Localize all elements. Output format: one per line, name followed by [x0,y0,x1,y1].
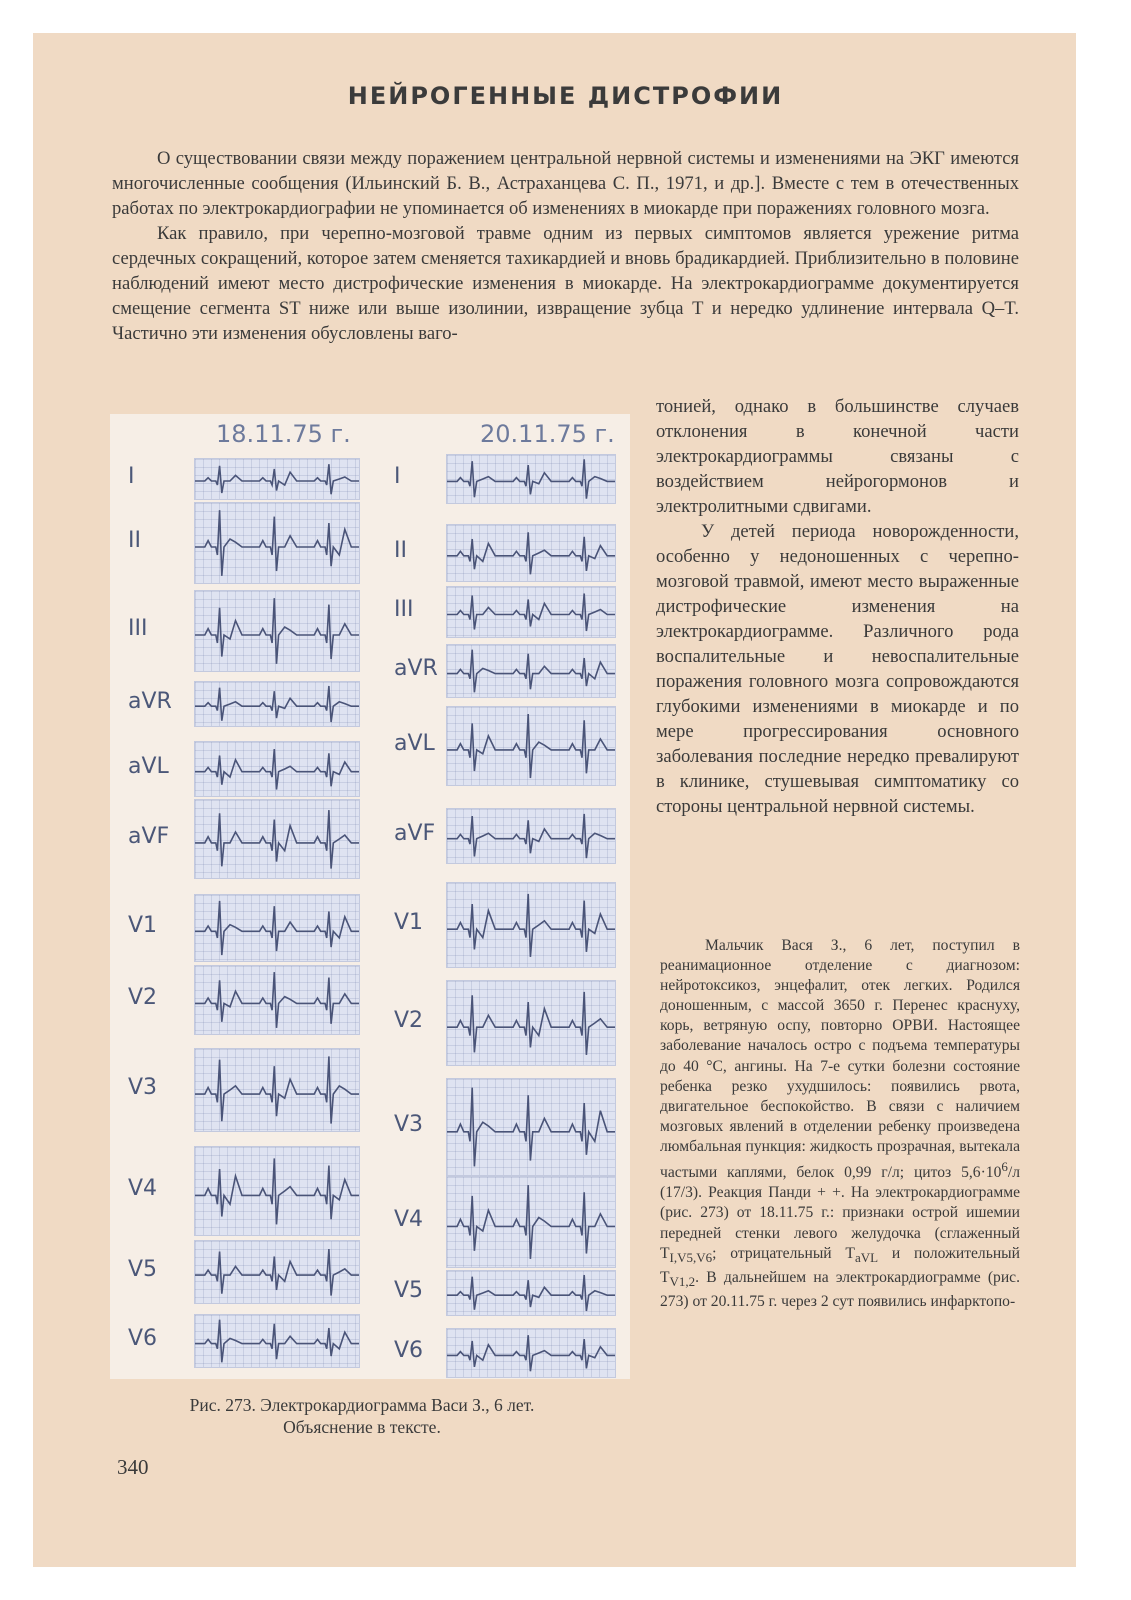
ecg-strip [194,799,360,879]
ecg-strip [194,458,360,500]
ecg-lead-label: V3 [394,1112,424,1137]
ecg-strip [194,502,360,584]
ecg-strip [194,681,360,727]
ecg-lead-label: V2 [128,985,158,1010]
case-sup-1: 6 [1001,1159,1008,1175]
ecg-strip [194,1240,360,1304]
ecg-trace-line [447,1275,615,1311]
case-sub-2: aVL [854,1249,879,1265]
ecg-trace-line [195,510,359,576]
ecg-tracing [447,707,615,785]
ecg-lead-label: II [128,528,141,553]
figure-caption [112,1394,612,1438]
ecg-trace-line [195,1320,359,1363]
intro-text [112,146,1019,346]
ecg-lead-label: I [128,464,135,489]
ecg-trace-line [447,714,615,778]
ecg-trace-line [195,464,359,494]
ecg-tracing [195,1147,359,1235]
case-text-3: ; отрицательный T [712,1244,855,1262]
ecg-strip [446,980,616,1066]
right-paragraph: У детей периода новорожденности, особенно у недоношенных с черепно-мозговой травмой, имеют место выраженные дистрофические изменения на электрокардиограмме. Различного рода воспалительные и невоспалительные поражения головного мозга сопровождаются глубокими изменениями в миокарде и по мере прогрессирования основного заболевания последние нередко превалируют в клинике, стушевывая симптоматику со стороны центральной нервной системы. [656,521,1019,817]
ecg-tracing [447,981,615,1065]
ecg-date-right: 20.11.75 г. [480,420,615,448]
ecg-lead-label: aVR [128,689,172,714]
ecg-lead-label: V3 [128,1075,158,1100]
intro-paragraph-1: О существовании связи между поражением центральной нервной системы и изменениями на ЭКГ имеются многочисленные сообщения (Ильинский Б. В., Астраханцева С. П., 1971, и др.]. Вместе с тем в отечественных работах по электрокардиографии не упоминается об изменениях в миокарде при поражениях головного мозга. [112,148,1019,219]
ecg-tracing [195,1049,359,1131]
ecg-strip [194,741,360,797]
ecg-lead-label: aVL [128,754,169,779]
ecg-strip [446,586,616,638]
ecg-lead-label: V5 [394,1278,424,1303]
ecg-tracing [195,503,359,583]
case-text-1: Мальчик Вася З., 6 лет, поступил в реанимационное отделение с диагнозом: нейротоксикоз, энцефалит, отек легких. Родился доношенным, с массой 3650 г. Перенес краснуху, корь, ветряную оспу, повторно ОРВИ. Настоящее заболевание началось остро с подъема температуры до 40 °С, ангины. На 7-е сутки болезни состояние ребенка резко ухудшилось: появились рвота, двигательное беспокойство. В связи с наличием мозговых явлений в отделении ребенку произведена люмбальная пункция: жидкость прозрачная, вытекала частыми каплями, белок 0,99 г/л; цитоз 5,6·10 [660,937,1020,1182]
ecg-tracing [447,525,615,581]
case-text-5: . В дальнейшем на электрокардиограмме (рис. 273) от 20.11.75 г. через 2 сут появились инфарктопо- [660,1268,1020,1310]
ecg-strip [446,1176,616,1268]
ecg-strip [446,524,616,582]
ecg-lead-label: I [394,464,401,489]
ecg-strip [446,706,616,786]
case-report [660,936,1020,1312]
ecg-trace-line [447,894,615,957]
ecg-trace-line [447,1088,615,1167]
ecg-tracing [447,1329,615,1377]
ecg-tracing [195,895,359,961]
ecg-trace-line [195,598,359,664]
ecg-trace-line [447,594,615,632]
ecg-trace-line [447,650,615,693]
ecg-strip [194,894,360,962]
ecg-lead-label: V1 [394,910,424,935]
ecg-strip [194,965,360,1035]
ecg-strip [446,1270,616,1316]
ecg-trace-line [195,1056,359,1123]
ecg-strip [446,454,616,504]
ecg-strip [446,1078,616,1176]
ecg-tracing [447,883,615,967]
ecg-date-left: 18.11.75 г. [216,420,351,448]
ecg-lead-label: V6 [394,1338,424,1363]
ecg-trace-line [195,810,359,869]
ecg-lead-label: V5 [128,1257,158,1282]
ecg-tracing [447,587,615,637]
ecg-tracing [447,1079,615,1175]
intro-paragraph-2: Как правило, при черепно-мозговой травме одним из первых симптомов является урежение ритма сердечных сокращений, которое затем сменяется тахикардией и вновь брадикардией. Приблизительно в половине наблюдений имеют место дистрофические изменения в миокарде. На электрокардиограмме документируется смещение сегмента ST ниже или выше изолинии, извращение зубца T и нередко удлинение интервала Q–T. Частично эти изменения обусловлены ваго- [112,223,1019,344]
ecg-trace-line [195,686,359,722]
ecg-tracing [195,966,359,1034]
ecg-trace-line [195,749,359,790]
ecg-tracing [447,1271,615,1315]
ecg-trace-line [447,1335,615,1371]
case-text-2: /л (17/3). Реакция Панди + +. На электрокардиограмме (рис. 273) от 18.11.75 г.: признаки острой ишемии передней стенки левого желудочка (сглаженный T [660,1164,1020,1262]
ecg-lead-label: III [128,616,148,641]
ecg-tracing [195,800,359,878]
ecg-lead-label: aVF [128,824,170,849]
ecg-trace-line [195,901,359,955]
ecg-tracing [195,1315,359,1367]
page-number: 340 [117,1455,149,1479]
right-column-text [656,394,1019,819]
figure-caption-line-1: Рис. 273. Электрокардиограмма Васи З., 6 лет. [189,1395,535,1415]
page-heading: НЕЙРОГЕННЫЕ ДИСТРОФИИ [347,82,784,110]
ecg-tracing [195,459,359,499]
ecg-tracing [447,1177,615,1267]
ecg-lead-label: aVR [394,656,438,681]
ecg-trace-line [195,972,359,1028]
ecg-strip [446,644,616,698]
ecg-trace-line [447,532,615,574]
ecg-strip [194,1048,360,1132]
ecg-lead-label: II [394,538,407,563]
ecg-lead-label: V2 [394,1008,424,1033]
ecg-trace-line [447,1185,615,1259]
ecg-lead-label: V1 [128,913,158,938]
ecg-lead-label: aVL [394,731,435,756]
right-continuation: тонией, однако в большинстве случаев отклонения в конечной части электрокардиограммы связаны с воздействием нейрогормонов и электролитными сдвигами. [656,396,1019,517]
ecg-strip [194,1146,360,1236]
ecg-strip [446,808,616,864]
ecg-strip [446,1328,616,1378]
ecg-strip [446,882,616,968]
ecg-strip [194,590,360,672]
ecg-trace-line [447,459,615,498]
case-paragraph [660,936,1020,1312]
ecg-tracing [195,591,359,671]
ecg-tracing [195,1241,359,1303]
ecg-tracing [447,645,615,697]
ecg-lead-label: aVF [394,821,436,846]
ecg-trace-line [195,1249,359,1296]
ecg-trace-line [447,814,615,858]
ecg-trace-line [447,992,615,1055]
ecg-tracing [447,809,615,863]
ecg-figure [110,414,630,1379]
case-sub-1: I,V5,V6 [669,1249,713,1265]
ecg-lead-label: V6 [128,1326,158,1351]
ecg-lead-label: V4 [394,1207,424,1232]
figure-caption-line-2: Объяснение в тексте. [283,1417,441,1437]
ecg-lead-label: V4 [128,1176,158,1201]
ecg-tracing [195,742,359,796]
ecg-tracing [195,682,359,726]
ecg-tracing [447,455,615,503]
case-text-4: и положительный T [660,1244,1020,1286]
case-sub-3: V1,2 [669,1273,696,1289]
ecg-lead-label: III [394,597,414,622]
ecg-trace-line [195,1158,359,1224]
ecg-strip [194,1314,360,1368]
